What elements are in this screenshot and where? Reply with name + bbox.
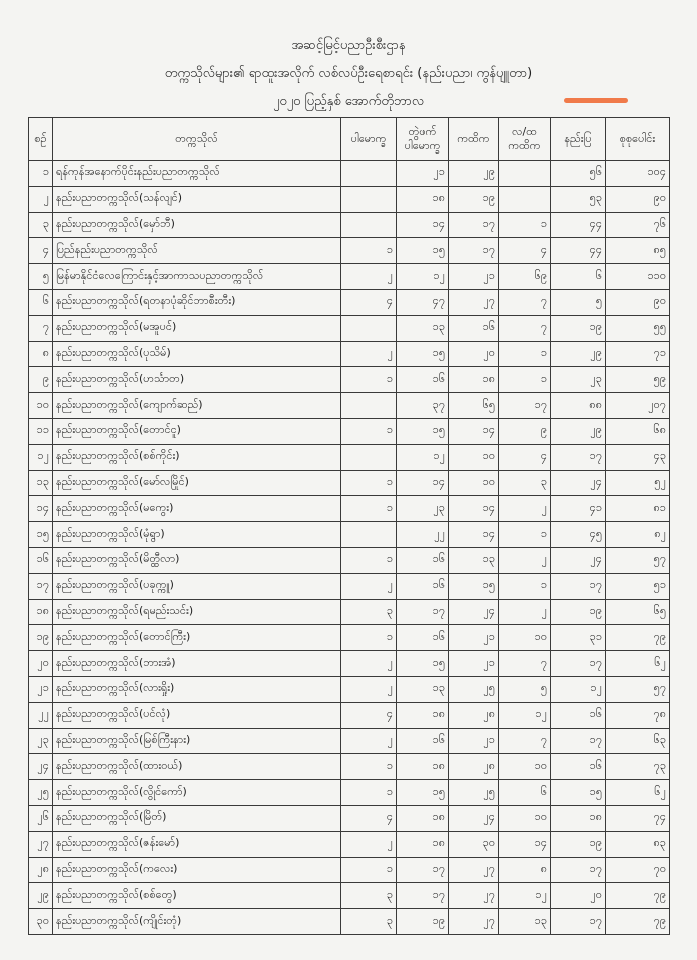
cell-assistant-lecturer: ၇ bbox=[499, 289, 551, 315]
cell-tutor: ၂၃ bbox=[551, 367, 606, 393]
document-heading bbox=[0, 32, 697, 116]
cell-no: ၆ bbox=[29, 289, 53, 315]
cell-professor: ၂ bbox=[341, 651, 397, 677]
cell-no: ၁၇ bbox=[29, 573, 53, 599]
cell-lecturer: ၁၃ bbox=[449, 547, 499, 573]
table-row bbox=[29, 315, 670, 341]
cell-university: နည်းပညာတက္ကသိုလ်(စစ်တွေ) bbox=[53, 883, 341, 909]
cell-total: ၅၂ bbox=[606, 470, 670, 496]
table-row bbox=[29, 883, 670, 909]
cell-lecturer: ၁၀ bbox=[449, 444, 499, 470]
table-row bbox=[29, 625, 670, 651]
cell-associate-professor: ၁၃ bbox=[397, 315, 449, 341]
cell-no: ၃ bbox=[29, 212, 53, 238]
cell-total: ၆၂ bbox=[606, 780, 670, 806]
cell-university: နည်းပညာတက္ကသိုလ်(တောင်ကြီး) bbox=[53, 625, 341, 651]
cell-assistant-lecturer: ၁၀ bbox=[499, 754, 551, 780]
cell-tutor: ၁၉ bbox=[551, 315, 606, 341]
cell-tutor: ၁၂ bbox=[551, 676, 606, 702]
cell-associate-professor: ၄၇ bbox=[397, 289, 449, 315]
cell-associate-professor: ၁၂ bbox=[397, 444, 449, 470]
cell-assistant-lecturer: ၁ bbox=[499, 212, 551, 238]
table-row bbox=[29, 418, 670, 444]
cell-associate-professor: ၁၉ bbox=[397, 909, 449, 935]
cell-university: ပြည်နည်းပညာတက္ကသိုလ် bbox=[53, 238, 341, 264]
cell-lecturer: ၁၀ bbox=[449, 470, 499, 496]
table-row bbox=[29, 676, 670, 702]
cell-total: ၉၀ bbox=[606, 289, 670, 315]
cell-associate-professor: ၁၈ bbox=[397, 831, 449, 857]
cell-tutor: ၅၆ bbox=[551, 161, 606, 187]
cell-associate-professor: ၁၆ bbox=[397, 547, 449, 573]
cell-total: ၈၃ bbox=[606, 831, 670, 857]
cell-total: ၂၀၇ bbox=[606, 393, 670, 419]
cell-no: ၈ bbox=[29, 341, 53, 367]
cell-assistant-lecturer: ၆ bbox=[499, 780, 551, 806]
cell-lecturer: ၁၈ bbox=[449, 367, 499, 393]
table-row bbox=[29, 728, 670, 754]
cell-no: ၃၀ bbox=[29, 909, 53, 935]
table-row bbox=[29, 909, 670, 935]
cell-associate-professor: ၂၃ bbox=[397, 496, 449, 522]
cell-total: ၆၅ bbox=[606, 599, 670, 625]
cell-assistant-lecturer: ၁ bbox=[499, 522, 551, 548]
cell-lecturer: ၂၁ bbox=[449, 264, 499, 290]
cell-no: ၂၂ bbox=[29, 702, 53, 728]
cell-associate-professor: ၁၆ bbox=[397, 573, 449, 599]
cell-tutor: ၅၃ bbox=[551, 186, 606, 212]
cell-no: ၄ bbox=[29, 238, 53, 264]
cell-assistant-lecturer: ၁ bbox=[499, 367, 551, 393]
cell-professor: ၂ bbox=[341, 341, 397, 367]
cell-university: နည်းပညာတက္ကသိုလ်(ကျောက်ဆည်) bbox=[53, 393, 341, 419]
cell-professor bbox=[341, 444, 397, 470]
cell-tutor: ၃၁ bbox=[551, 625, 606, 651]
cell-assistant-lecturer: ၄ bbox=[499, 444, 551, 470]
cell-professor: ၁ bbox=[341, 857, 397, 883]
cell-lecturer: ၂၇ bbox=[449, 857, 499, 883]
cell-professor bbox=[341, 393, 397, 419]
cell-professor: ၁ bbox=[341, 470, 397, 496]
report-date: ၂၀၂၀ ပြည့်နှစ် အောက်တိုဘာလ bbox=[272, 94, 425, 109]
header-professor: ပါမောက္ခ bbox=[341, 118, 397, 161]
cell-lecturer: ၁၄ bbox=[449, 496, 499, 522]
cell-tutor: ၁၆ bbox=[551, 754, 606, 780]
cell-total: ၄၃ bbox=[606, 444, 670, 470]
cell-university: နည်းပညာတက္ကသိုလ်(ရတနာပုံဆိုင်ဘာစီးတီး) bbox=[53, 289, 341, 315]
cell-total: ၉၀ bbox=[606, 186, 670, 212]
cell-lecturer: ၁၆ bbox=[449, 315, 499, 341]
cell-lecturer: ၁၄ bbox=[449, 418, 499, 444]
table-row bbox=[29, 831, 670, 857]
cell-assistant-lecturer: ၂ bbox=[499, 599, 551, 625]
cell-assistant-lecturer: ၁၄ bbox=[499, 831, 551, 857]
cell-tutor: ၁၆ bbox=[551, 702, 606, 728]
cell-professor: ၁ bbox=[341, 496, 397, 522]
cell-lecturer: ၆၅ bbox=[449, 393, 499, 419]
table-row bbox=[29, 496, 670, 522]
cell-tutor: ၂၄ bbox=[551, 547, 606, 573]
cell-associate-professor: ၁၅ bbox=[397, 780, 449, 806]
report-title: တက္ကသိုလ်များ၏ ရာထူးအလိုက် လစ်လပ်ဦးရေစာရင်း (နည်းပညာ၊ ကွန်ပျူတာ) bbox=[164, 66, 533, 81]
cell-total: ၇၀ bbox=[606, 857, 670, 883]
cell-total: ၇၉ bbox=[606, 625, 670, 651]
cell-university: နည်းပညာတက္ကသိုလ်(မြိတ်) bbox=[53, 805, 341, 831]
table-row bbox=[29, 341, 670, 367]
cell-total: ၈၂ bbox=[606, 522, 670, 548]
cell-assistant-lecturer bbox=[499, 161, 551, 187]
cell-tutor: ၁၇ bbox=[551, 857, 606, 883]
cell-tutor: ၁၈ bbox=[551, 805, 606, 831]
cell-professor: ၄ bbox=[341, 289, 397, 315]
cell-university: နည်းပညာတက္ကသိုလ်(မြစ်ကြီးနား) bbox=[53, 728, 341, 754]
cell-assistant-lecturer: ၁၂ bbox=[499, 883, 551, 909]
cell-assistant-lecturer: ၇ bbox=[499, 728, 551, 754]
cell-no: ၁၈ bbox=[29, 599, 53, 625]
cell-lecturer: ၁၇ bbox=[449, 238, 499, 264]
cell-total: ၅၇ bbox=[606, 547, 670, 573]
cell-tutor: ၁၇ bbox=[551, 573, 606, 599]
cell-professor: ၂ bbox=[341, 831, 397, 857]
cell-lecturer: ၂၅ bbox=[449, 780, 499, 806]
cell-no: ၁၆ bbox=[29, 547, 53, 573]
cell-assistant-lecturer: ၇ bbox=[499, 651, 551, 677]
cell-professor: ၂ bbox=[341, 676, 397, 702]
cell-lecturer: ၁၅ bbox=[449, 573, 499, 599]
table-row bbox=[29, 367, 670, 393]
cell-assistant-lecturer: ၁ bbox=[499, 573, 551, 599]
cell-associate-professor: ၁၃ bbox=[397, 676, 449, 702]
cell-assistant-lecturer: ၃ bbox=[499, 470, 551, 496]
cell-tutor: ၆ bbox=[551, 264, 606, 290]
cell-assistant-lecturer: ၁၀ bbox=[499, 625, 551, 651]
cell-tutor: ၂၉ bbox=[551, 418, 606, 444]
cell-university: နည်းပညာတက္ကသိုလ်(ပုသိမ်) bbox=[53, 341, 341, 367]
cell-no: ၁၀ bbox=[29, 393, 53, 419]
cell-university: နည်းပညာတက္ကသိုလ်(ပခုက္ကူ) bbox=[53, 573, 341, 599]
cell-university: နည်းပညာတက္ကသိုလ်(မအူပင်) bbox=[53, 315, 341, 341]
cell-professor: ၁ bbox=[341, 625, 397, 651]
cell-university: မြန်မာနိုင်ငံလေကြောင်းနှင့်အာကာသပညာတက္ကသိုလ် bbox=[53, 264, 341, 290]
cell-assistant-lecturer: ၄ bbox=[499, 238, 551, 264]
cell-total: ၇၁ bbox=[606, 341, 670, 367]
cell-professor: ၁ bbox=[341, 754, 397, 780]
cell-university: နည်းပညာတက္ကသိုလ်(မော်လမြိုင်) bbox=[53, 470, 341, 496]
cell-lecturer: ၁၄ bbox=[449, 522, 499, 548]
cell-total: ၅၁ bbox=[606, 573, 670, 599]
cell-university: နည်းပညာတက္ကသိုလ်(မုံရွာ) bbox=[53, 522, 341, 548]
cell-professor bbox=[341, 522, 397, 548]
cell-lecturer: ၂၇ bbox=[449, 883, 499, 909]
cell-associate-professor: ၁၆ bbox=[397, 728, 449, 754]
cell-no: ၅ bbox=[29, 264, 53, 290]
cell-tutor: ၅ bbox=[551, 289, 606, 315]
cell-associate-professor: ၁၇ bbox=[397, 883, 449, 909]
cell-professor: ၃ bbox=[341, 883, 397, 909]
cell-professor: ၂ bbox=[341, 264, 397, 290]
cell-university: နည်းပညာတက္ကသိုလ်(ရမည်းသင်း) bbox=[53, 599, 341, 625]
cell-professor: ၄ bbox=[341, 805, 397, 831]
cell-assistant-lecturer: ၇ bbox=[499, 315, 551, 341]
table-row bbox=[29, 522, 670, 548]
cell-associate-professor: ၁၅ bbox=[397, 238, 449, 264]
table-row bbox=[29, 651, 670, 677]
cell-tutor: ၄၄ bbox=[551, 238, 606, 264]
cell-assistant-lecturer: ၁၃ bbox=[499, 909, 551, 935]
cell-university: နည်းပညာတက္ကသိုလ်(ဇန်းမော်) bbox=[53, 831, 341, 857]
cell-professor: ၂ bbox=[341, 573, 397, 599]
cell-professor: ၁ bbox=[341, 238, 397, 264]
cell-university: နည်းပညာတက္ကသိုလ်(ဘားအံ) bbox=[53, 651, 341, 677]
table-row bbox=[29, 805, 670, 831]
vacancy-table bbox=[28, 117, 670, 935]
cell-professor: ၂ bbox=[341, 728, 397, 754]
cell-no: ၁၉ bbox=[29, 625, 53, 651]
header-total: စုစုပေါင်း bbox=[606, 118, 670, 161]
cell-university: နည်းပညာတက္ကသိုလ်(လွိုင်ကော်) bbox=[53, 780, 341, 806]
cell-professor: ၁ bbox=[341, 418, 397, 444]
cell-assistant-lecturer: ၉ bbox=[499, 418, 551, 444]
cell-assistant-lecturer: ၈ bbox=[499, 857, 551, 883]
cell-lecturer: ၂၁ bbox=[449, 651, 499, 677]
header-university: တက္ကသိုလ် bbox=[53, 118, 341, 161]
cell-total: ၇၈ bbox=[606, 702, 670, 728]
table-row bbox=[29, 212, 670, 238]
table-row bbox=[29, 161, 670, 187]
cell-professor: ၃ bbox=[341, 599, 397, 625]
cell-total: ၅၉ bbox=[606, 367, 670, 393]
cell-tutor: ၂၄ bbox=[551, 470, 606, 496]
cell-no: ၂၇ bbox=[29, 831, 53, 857]
cell-total: ၈၁ bbox=[606, 496, 670, 522]
cell-tutor: ၁၇ bbox=[551, 728, 606, 754]
cell-no: ၂ bbox=[29, 186, 53, 212]
cell-lecturer: ၂၁ bbox=[449, 625, 499, 651]
cell-professor bbox=[341, 212, 397, 238]
table-header-row bbox=[29, 118, 670, 161]
table-row bbox=[29, 754, 670, 780]
cell-associate-professor: ၁၂ bbox=[397, 264, 449, 290]
table-row bbox=[29, 573, 670, 599]
cell-associate-professor: ၁၈ bbox=[397, 805, 449, 831]
table-row bbox=[29, 470, 670, 496]
cell-associate-professor: ၂၂ bbox=[397, 522, 449, 548]
cell-professor bbox=[341, 186, 397, 212]
cell-associate-professor: ၃၇ bbox=[397, 393, 449, 419]
cell-university: နည်းပညာတက္ကသိုလ်(ဟင်္သာတ) bbox=[53, 367, 341, 393]
header-assistant-lecturer: လ/ထ ကထိက bbox=[499, 118, 551, 161]
cell-lecturer: ၂၈ bbox=[449, 754, 499, 780]
cell-no: ၂၅ bbox=[29, 780, 53, 806]
cell-lecturer: ၂၁ bbox=[449, 728, 499, 754]
cell-no: ၁၅ bbox=[29, 522, 53, 548]
table-row bbox=[29, 186, 670, 212]
cell-associate-professor: ၁၄ bbox=[397, 212, 449, 238]
table-row bbox=[29, 444, 670, 470]
department-title: အဆင့်မြင့်ပညာဦးစီးဌာန bbox=[291, 38, 406, 53]
cell-associate-professor: ၁၅ bbox=[397, 418, 449, 444]
cell-professor: ၄ bbox=[341, 702, 397, 728]
cell-tutor: ၁၇ bbox=[551, 909, 606, 935]
cell-assistant-lecturer: ၆၉ bbox=[499, 264, 551, 290]
cell-total: ၆၂ bbox=[606, 651, 670, 677]
cell-lecturer: ၁၇ bbox=[449, 212, 499, 238]
cell-assistant-lecturer: ၂ bbox=[499, 547, 551, 573]
cell-tutor: ၁၉ bbox=[551, 831, 606, 857]
cell-assistant-lecturer: ၅ bbox=[499, 676, 551, 702]
cell-no: ၂၁ bbox=[29, 676, 53, 702]
cell-tutor: ၄၁ bbox=[551, 496, 606, 522]
cell-no: ၂၄ bbox=[29, 754, 53, 780]
table-row bbox=[29, 289, 670, 315]
cell-professor: ၃ bbox=[341, 909, 397, 935]
table-row bbox=[29, 238, 670, 264]
cell-associate-professor: ၁၅ bbox=[397, 651, 449, 677]
cell-lecturer: ၂၄ bbox=[449, 599, 499, 625]
table-row bbox=[29, 393, 670, 419]
cell-associate-professor: ၁၈ bbox=[397, 702, 449, 728]
cell-associate-professor: ၂၁ bbox=[397, 161, 449, 187]
cell-lecturer: ၂၀ bbox=[449, 341, 499, 367]
highlight-mark bbox=[564, 98, 628, 103]
cell-tutor: ၄၅ bbox=[551, 522, 606, 548]
cell-assistant-lecturer: ၂ bbox=[499, 496, 551, 522]
header-tutor: နည်းပြ bbox=[551, 118, 606, 161]
cell-associate-professor: ၁၄ bbox=[397, 470, 449, 496]
cell-total: ၅၅ bbox=[606, 315, 670, 341]
cell-tutor: ၁၇ bbox=[551, 651, 606, 677]
cell-assistant-lecturer: ၁၂ bbox=[499, 702, 551, 728]
cell-assistant-lecturer: ၁၀ bbox=[499, 805, 551, 831]
table-row bbox=[29, 547, 670, 573]
cell-tutor: ၁၅ bbox=[551, 780, 606, 806]
cell-university: နည်းပညာတက္ကသိုလ်(သန်လျင်) bbox=[53, 186, 341, 212]
cell-tutor: ၂၉ bbox=[551, 341, 606, 367]
cell-no: ၁၄ bbox=[29, 496, 53, 522]
cell-university: နည်းပညာတက္ကသိုလ်(ထားဝယ်) bbox=[53, 754, 341, 780]
header-associate-professor: တွဲဖက် ပါမောက္ခ bbox=[397, 118, 449, 161]
cell-associate-professor: ၁၆ bbox=[397, 625, 449, 651]
cell-total: ၇၉ bbox=[606, 909, 670, 935]
cell-university: နည်းပညာတက္ကသိုလ်(တောင်ငူ) bbox=[53, 418, 341, 444]
cell-university: ရန်ကုန်အနောက်ပိုင်းနည်းပညာတက္ကသိုလ် bbox=[53, 161, 341, 187]
cell-no: ၁ bbox=[29, 161, 53, 187]
cell-tutor: ၁၇ bbox=[551, 444, 606, 470]
cell-professor bbox=[341, 315, 397, 341]
cell-no: ၂၀ bbox=[29, 651, 53, 677]
cell-lecturer: ၂၅ bbox=[449, 676, 499, 702]
cell-professor: ၁ bbox=[341, 547, 397, 573]
cell-no: ၁၂ bbox=[29, 444, 53, 470]
cell-total: ၁၁၀ bbox=[606, 264, 670, 290]
cell-lecturer: ၂၉ bbox=[449, 161, 499, 187]
cell-tutor: ၁၉ bbox=[551, 599, 606, 625]
cell-lecturer: ၂၄ bbox=[449, 805, 499, 831]
cell-total: ၅၇ bbox=[606, 676, 670, 702]
cell-no: ၇ bbox=[29, 315, 53, 341]
header-no: စဉ် bbox=[29, 118, 53, 161]
cell-university: နည်းပညာတက္ကသိုလ်(မကွေး) bbox=[53, 496, 341, 522]
cell-total: ၁၀၄ bbox=[606, 161, 670, 187]
cell-lecturer: ၂၇ bbox=[449, 909, 499, 935]
cell-university: နည်းပညာတက္ကသိုလ်(စစ်ကိုင်း) bbox=[53, 444, 341, 470]
cell-university: နည်းပညာတက္ကသိုလ်(ပင်လုံ) bbox=[53, 702, 341, 728]
cell-no: ၂၉ bbox=[29, 883, 53, 909]
table-row bbox=[29, 857, 670, 883]
cell-no: ၁၁ bbox=[29, 418, 53, 444]
cell-assistant-lecturer: ၁၇ bbox=[499, 393, 551, 419]
cell-no: ၉ bbox=[29, 367, 53, 393]
cell-lecturer: ၁၉ bbox=[449, 186, 499, 212]
cell-associate-professor: ၁၇ bbox=[397, 857, 449, 883]
cell-associate-professor: ၁၆ bbox=[397, 367, 449, 393]
cell-lecturer: ၂၇ bbox=[449, 289, 499, 315]
cell-total: ၇၃ bbox=[606, 754, 670, 780]
cell-university: နည်းပညာတက္ကသိုလ်(မိတ္ထီလာ) bbox=[53, 547, 341, 573]
cell-total: ၇၆ bbox=[606, 212, 670, 238]
table-row bbox=[29, 599, 670, 625]
cell-university: နည်းပညာတက္ကသိုလ်(ကလေး) bbox=[53, 857, 341, 883]
table-body bbox=[29, 161, 670, 935]
cell-university: နည်းပညာတက္ကသိုလ်(မှော်ဘီ) bbox=[53, 212, 341, 238]
cell-no: ၂၈ bbox=[29, 857, 53, 883]
cell-associate-professor: ၁၇ bbox=[397, 599, 449, 625]
cell-no: ၁၃ bbox=[29, 470, 53, 496]
cell-professor: ၁ bbox=[341, 367, 397, 393]
cell-total: ၆၈ bbox=[606, 418, 670, 444]
cell-assistant-lecturer bbox=[499, 186, 551, 212]
cell-associate-professor: ၁၈ bbox=[397, 186, 449, 212]
table-row bbox=[29, 264, 670, 290]
cell-university: နည်းပညာတက္ကသိုလ်(လားရှိုး) bbox=[53, 676, 341, 702]
cell-total: ၇၄ bbox=[606, 805, 670, 831]
cell-associate-professor: ၁၅ bbox=[397, 341, 449, 367]
cell-no: ၂၆ bbox=[29, 805, 53, 831]
cell-total: ၆၃ bbox=[606, 728, 670, 754]
table-row bbox=[29, 780, 670, 806]
cell-total: ၈၅ bbox=[606, 238, 670, 264]
header-lecturer: ကထိက bbox=[449, 118, 499, 161]
cell-assistant-lecturer: ၁ bbox=[499, 341, 551, 367]
cell-tutor: ၂၀ bbox=[551, 883, 606, 909]
cell-total: ၇၉ bbox=[606, 883, 670, 909]
cell-university: နည်းပညာတက္ကသိုလ်(ကျိုင်းတုံ) bbox=[53, 909, 341, 935]
cell-professor: ၁ bbox=[341, 780, 397, 806]
cell-professor bbox=[341, 161, 397, 187]
cell-no: ၂၃ bbox=[29, 728, 53, 754]
cell-tutor: ၈၈ bbox=[551, 393, 606, 419]
cell-lecturer: ၂၈ bbox=[449, 702, 499, 728]
table-row bbox=[29, 702, 670, 728]
cell-associate-professor: ၁၈ bbox=[397, 754, 449, 780]
cell-lecturer: ၃၀ bbox=[449, 831, 499, 857]
cell-tutor: ၄၄ bbox=[551, 212, 606, 238]
